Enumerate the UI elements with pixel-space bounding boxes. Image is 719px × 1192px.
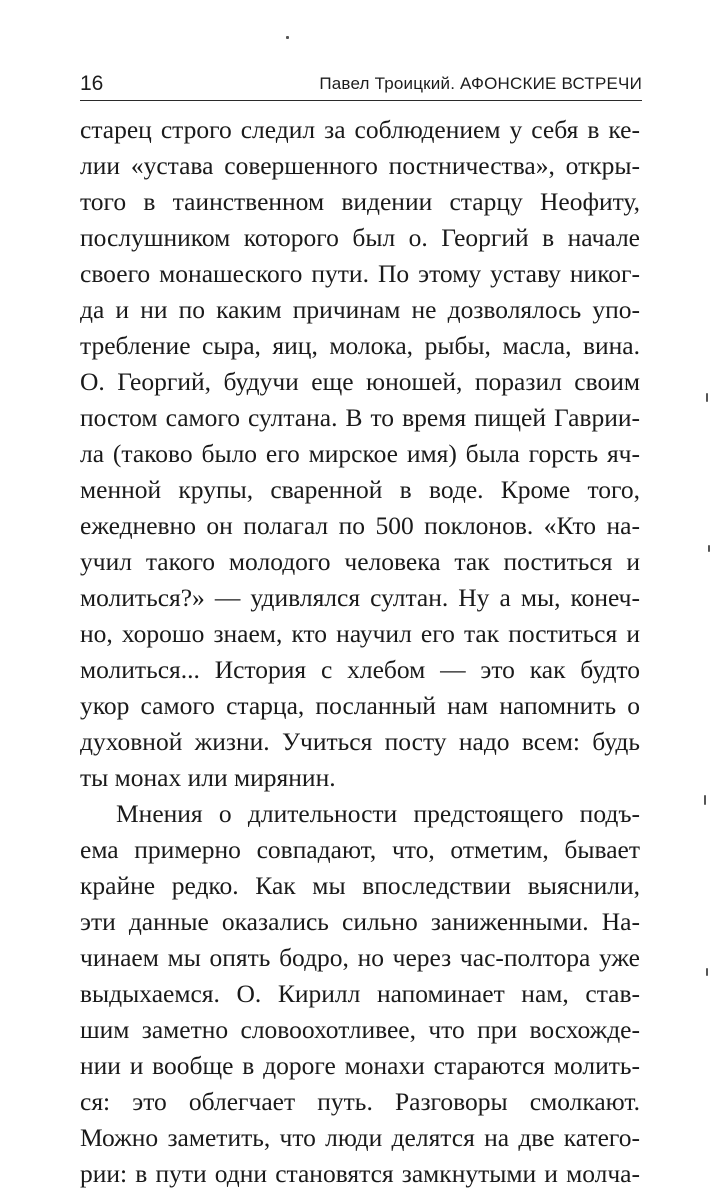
text-line: менной крупы, сваренной в воде. Кроме того, — [80, 475, 640, 504]
text-line: старец строго следил за соблюдением у себя в ке- — [80, 115, 640, 144]
text-line: молиться... История с хлебом — это как будто — [80, 655, 640, 684]
text-line: ема примерно совпадают, что, отметим, бывает — [80, 835, 640, 864]
text-line: постом самого султана. В то время пищей Гаврии- — [80, 403, 640, 432]
scan-speck — [704, 795, 706, 805]
text-line: своего монашеского пути. По этому уставу никог- — [80, 259, 640, 288]
text-line: ежедневно он полагал по 500 поклонов. «Кто на- — [80, 511, 640, 540]
text-line: укор самого старца, посланный нам напомнить о — [80, 691, 640, 720]
scan-speck — [706, 393, 708, 402]
text-line: ты монах или мирянин. — [80, 763, 336, 792]
text-line: того в таинственном видении старцу Неофиту, — [80, 187, 640, 216]
scan-speck — [706, 968, 708, 976]
paragraph — [80, 112, 640, 796]
page-number: 16 — [80, 72, 104, 95]
text-line: требление сыра, яиц, молока, рыбы, масла, вина. — [80, 331, 640, 360]
text-line: нии и вообще в дороге монахи стараются молить- — [80, 1051, 640, 1080]
text-line: О. Георгий, будучи еще юношей, поразил своим — [80, 367, 640, 396]
text-line: учил такого молодого человека так поститься и — [80, 547, 640, 576]
text-line: молиться?» — удивлялся султан. Ну а мы, конеч- — [80, 583, 640, 612]
paragraph — [80, 796, 640, 1192]
text-line: ся: это облегчает путь. Разговоры смолкают. — [80, 1087, 640, 1116]
scan-speck — [708, 545, 710, 552]
text-line: шим заметно словоохотливее, что при восхожде- — [80, 1015, 640, 1044]
text-line: Можно заметить, что люди делятся на две катего- — [80, 1123, 640, 1152]
scan-speck — [286, 36, 289, 39]
running-head: Павел Троицкий. АФОНСКИЕ ВСТРЕЧИ — [319, 74, 642, 93]
text-line: выдыхаемся. О. Кирилл напоминает нам, став- — [80, 979, 640, 1008]
text-line: послушником которого был о. Георгий в начале — [80, 223, 640, 252]
text-line: ла (таково было его мирское имя) была горсть яч- — [80, 439, 640, 468]
text-line: лии «устава совершенного постничества», откры- — [80, 151, 640, 180]
text-line: но, хорошо знаем, кто научил его так поститься и — [80, 619, 640, 648]
text-line: рии: в пути одни становятся замкнутыми и молча- — [80, 1159, 640, 1188]
text-line: крайне редко. Как мы впоследствии выяснили, — [80, 871, 640, 900]
text-line: духовной жизни. Учиться посту надо всем: будь — [80, 727, 640, 756]
body-text — [80, 112, 640, 1192]
text-line: да и ни по каким причинам не дозволялось упо- — [80, 295, 640, 324]
page-header — [80, 64, 642, 101]
text-line: Мнения о длительности предстоящего подъ- — [116, 799, 640, 828]
text-line: эти данные оказались сильно заниженными. На- — [80, 907, 640, 936]
text-line: чинаем мы опять бодро, но через час-полтора уже — [80, 943, 640, 972]
